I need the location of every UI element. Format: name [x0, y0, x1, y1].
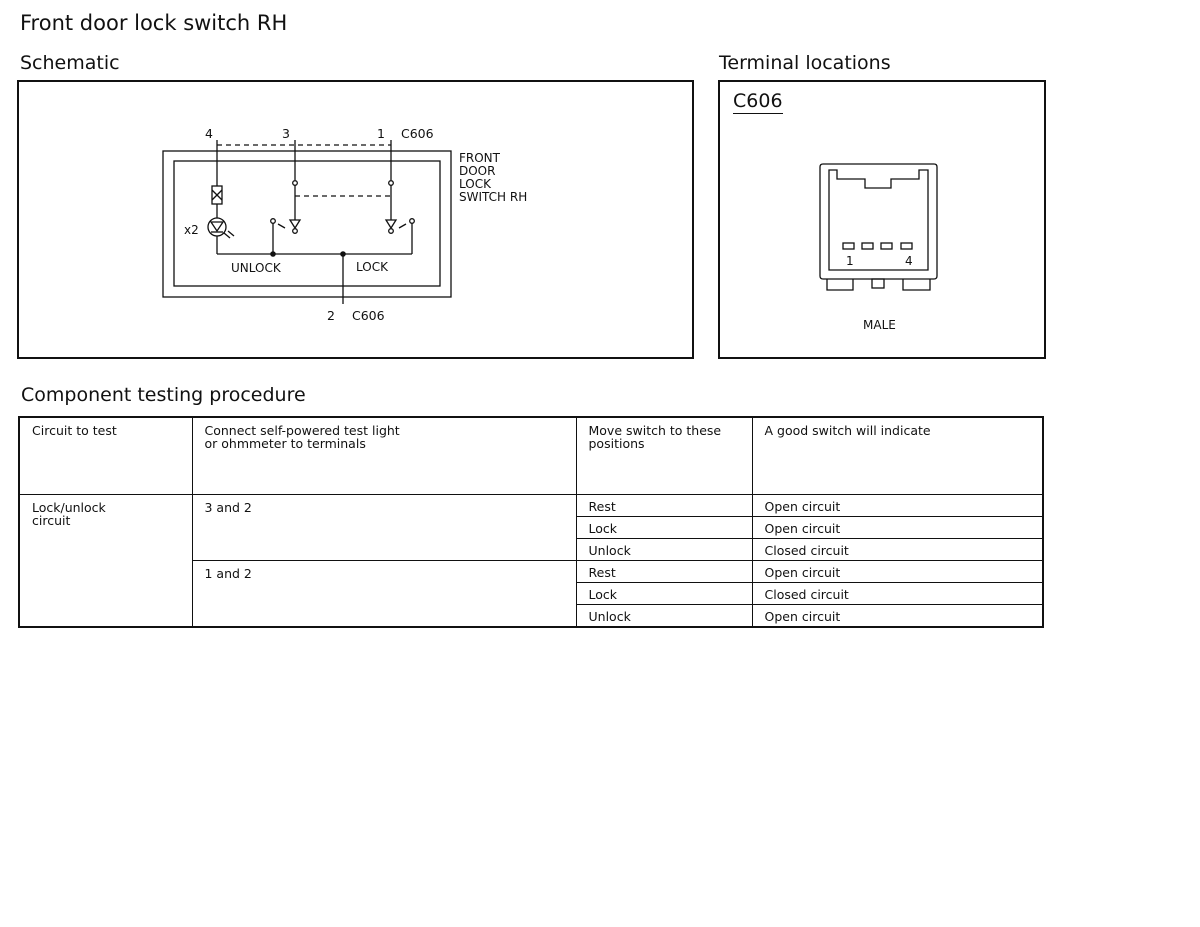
- circuit-cell: Lock/unlock circuit: [19, 495, 192, 628]
- led-multiplier-label: x2: [184, 223, 199, 237]
- component-label-line-1: FRONT: [459, 151, 500, 165]
- column-header: Circuit to test: [19, 417, 192, 495]
- column-header: Move switch to these positions: [576, 417, 752, 495]
- unlock-label: UNLOCK: [231, 261, 281, 275]
- terminal-3-label: 3: [282, 126, 290, 141]
- connector-id-label: C606: [733, 90, 783, 112]
- component-label-line-3: LOCK: [459, 177, 491, 191]
- result-cell: Open circuit: [752, 516, 1043, 538]
- schematic-heading: Schematic: [20, 52, 120, 74]
- position-cell: Rest: [576, 495, 752, 517]
- result-cell: Open circuit: [752, 604, 1043, 627]
- terminal-locations-panel: [718, 80, 1046, 359]
- position-cell: Unlock: [576, 538, 752, 560]
- table-header-row: [19, 417, 1043, 495]
- position-cell: Unlock: [576, 604, 752, 627]
- table-row: [19, 495, 1043, 517]
- schematic-diagram: [19, 82, 692, 357]
- connector-bottom-label: C606: [352, 308, 385, 323]
- terminals-cell: 1 and 2: [192, 560, 576, 627]
- position-cell: Lock: [576, 582, 752, 604]
- schematic-panel: [17, 80, 694, 359]
- position-cell: Rest: [576, 560, 752, 582]
- result-cell: Open circuit: [752, 560, 1043, 582]
- terminal-1-label: 1: [377, 126, 385, 141]
- result-cell: Closed circuit: [752, 582, 1043, 604]
- terminal-4-label: 4: [205, 126, 213, 141]
- result-cell: Closed circuit: [752, 538, 1043, 560]
- column-header: Connect self-powered test light or ohmmeter to terminals: [192, 417, 576, 495]
- gender-label: MALE: [863, 318, 896, 332]
- pin-4-label: 4: [905, 254, 913, 268]
- column-header: A good switch will indicate: [752, 417, 1043, 495]
- testing-procedure-table: [18, 416, 1044, 628]
- connector-top-label: C606: [401, 126, 434, 141]
- connector-face-diagram: [720, 82, 1044, 357]
- terminal-2-label: 2: [327, 308, 335, 323]
- result-cell: Open circuit: [752, 495, 1043, 517]
- pin-1-label: 1: [846, 254, 854, 268]
- component-label-line-4: SWITCH RH: [459, 190, 528, 204]
- page-title: Front door lock switch RH: [20, 11, 288, 35]
- lock-label: LOCK: [356, 260, 388, 274]
- procedure-heading: Component testing procedure: [21, 384, 306, 406]
- terminal-locations-heading: Terminal locations: [719, 52, 891, 74]
- component-label-line-2: DOOR: [459, 164, 496, 178]
- terminals-cell: 3 and 2: [192, 495, 576, 561]
- position-cell: Lock: [576, 516, 752, 538]
